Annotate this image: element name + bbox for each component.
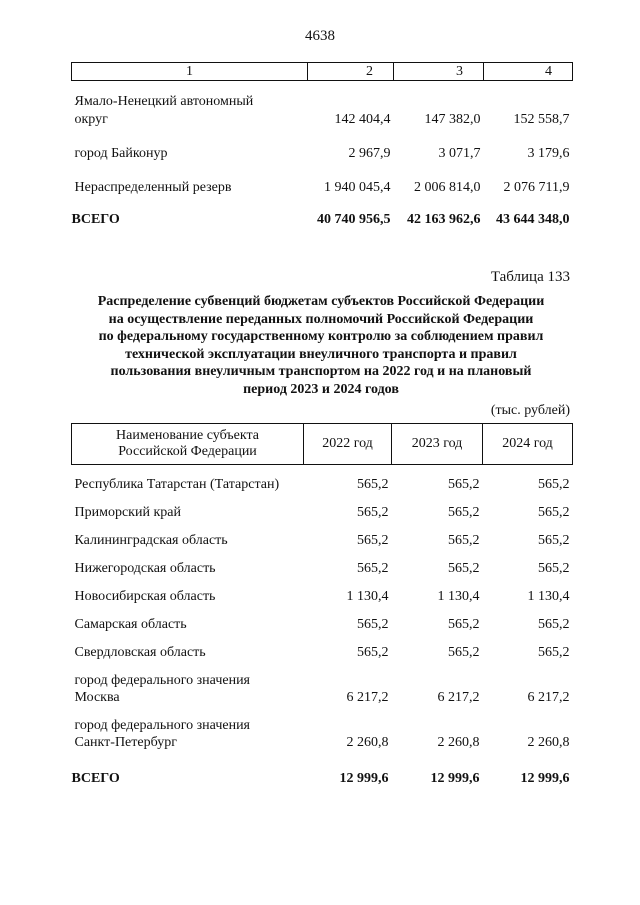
row-name: Самарская область: [74, 617, 187, 632]
row-name: Республика Татарстан (Татарстан): [74, 477, 280, 492]
value-2023: 1 130,4: [437, 589, 480, 604]
table-row: [72, 163, 573, 197]
total-2022: 40 740 956,5: [317, 212, 391, 227]
value-2023: 6 217,2: [437, 690, 480, 705]
value-2023: 565,2: [448, 561, 480, 576]
row-name: Ямало-Ненецкий автономный округ: [74, 94, 254, 127]
column-number-3: 3: [394, 63, 484, 81]
value-2023: 565,2: [448, 505, 480, 520]
value-2023: 565,2: [448, 533, 480, 548]
value-2023: 565,2: [448, 645, 480, 660]
row-name: город федерального значения Москва: [74, 673, 250, 705]
value-2023: 3 071,7: [438, 146, 481, 161]
row-name: город Байконур: [74, 146, 168, 161]
value-2022: 6 217,2: [346, 690, 389, 705]
value-2023: 147 382,0: [424, 112, 481, 127]
value-2022: 2 967,9: [348, 146, 391, 161]
table-row: [72, 605, 573, 633]
row-name: Нижегородская область: [74, 561, 216, 576]
table-row: [72, 706, 573, 751]
table-row: [72, 493, 573, 521]
column-number-2: 2: [308, 63, 394, 81]
value-2024: 2 076 711,9: [503, 180, 570, 195]
row-name: Калининградская область: [74, 533, 228, 548]
value-2022: 142 404,4: [334, 112, 391, 127]
units-label: (тыс. рублей): [490, 403, 570, 418]
value-2024: 152 558,7: [513, 112, 570, 127]
table-row: [72, 81, 573, 130]
value-2024: 6 217,2: [527, 690, 570, 705]
table-row: [72, 633, 573, 661]
value-2022: 565,2: [357, 645, 389, 660]
value-2022: 1 130,4: [346, 589, 389, 604]
total-2024: 12 999,6: [520, 771, 570, 786]
header-2024: 2024 год: [483, 424, 573, 465]
table-header: [72, 424, 573, 465]
value-2023: 2 260,8: [437, 735, 480, 750]
column-number-4: 4: [484, 63, 573, 81]
row-name: Свердловская область: [74, 645, 206, 660]
value-2022: 2 260,8: [346, 735, 389, 750]
header-2023: 2023 год: [392, 424, 483, 465]
row-name: Приморский край: [74, 505, 181, 520]
value-2024: 1 130,4: [527, 589, 570, 604]
column-number-1: 1: [72, 63, 308, 81]
table-row: [72, 661, 573, 706]
page-number: 4638: [305, 28, 335, 44]
value-2022: 565,2: [357, 477, 389, 492]
previous-table: [71, 62, 573, 229]
value-2024: 565,2: [538, 561, 570, 576]
value-2024: 2 260,8: [527, 735, 570, 750]
total-row: [72, 197, 573, 229]
value-2023: 2 006 814,0: [414, 180, 481, 195]
table-number: Таблица 133: [490, 269, 570, 285]
value-2022: 1 940 045,4: [324, 180, 391, 195]
value-2024: 565,2: [538, 645, 570, 660]
row-name: Нераспределенный резерв: [74, 180, 232, 195]
value-2024: 3 179,6: [527, 146, 570, 161]
total-row: [72, 751, 573, 787]
total-label: ВСЕГО: [71, 771, 120, 786]
value-2024: 565,2: [538, 477, 570, 492]
value-2022: 565,2: [357, 505, 389, 520]
value-2022: 565,2: [357, 533, 389, 548]
table-title: Распределение субвенций бюджетам субъектов Российской Федерации на осуществление переданных полномочий Российской Федерации по федеральному государственному контролю за соблюдением правил технической эксплуатации внеуличного транспорта и правил пользования внеуличным транспортом на 2022 год и на плановый период 2023 и 2024 годов: [97, 294, 545, 397]
column-number-header: [72, 63, 573, 81]
table-row: [72, 465, 573, 494]
row-name: город федерального значения Санкт-Петербург: [74, 718, 250, 750]
table-row: [72, 577, 573, 605]
table-row: [72, 521, 573, 549]
header-subject-name: Наименование субъекта Российской Федерации: [72, 424, 304, 465]
table-133: [71, 423, 573, 787]
value-2022: 565,2: [357, 561, 389, 576]
row-name: Новосибирская область: [74, 589, 216, 604]
value-2022: 565,2: [357, 617, 389, 632]
total-2023: 12 999,6: [430, 771, 480, 786]
value-2024: 565,2: [538, 617, 570, 632]
header-2022: 2022 год: [304, 424, 392, 465]
value-2024: 565,2: [538, 505, 570, 520]
total-2024: 43 644 348,0: [496, 212, 570, 227]
total-2022: 12 999,6: [339, 771, 389, 786]
table-row: [72, 129, 573, 163]
value-2024: 565,2: [538, 533, 570, 548]
total-2023: 42 163 962,6: [407, 212, 481, 227]
value-2023: 565,2: [448, 477, 480, 492]
value-2023: 565,2: [448, 617, 480, 632]
table-row: [72, 549, 573, 577]
total-label: ВСЕГО: [71, 212, 120, 227]
